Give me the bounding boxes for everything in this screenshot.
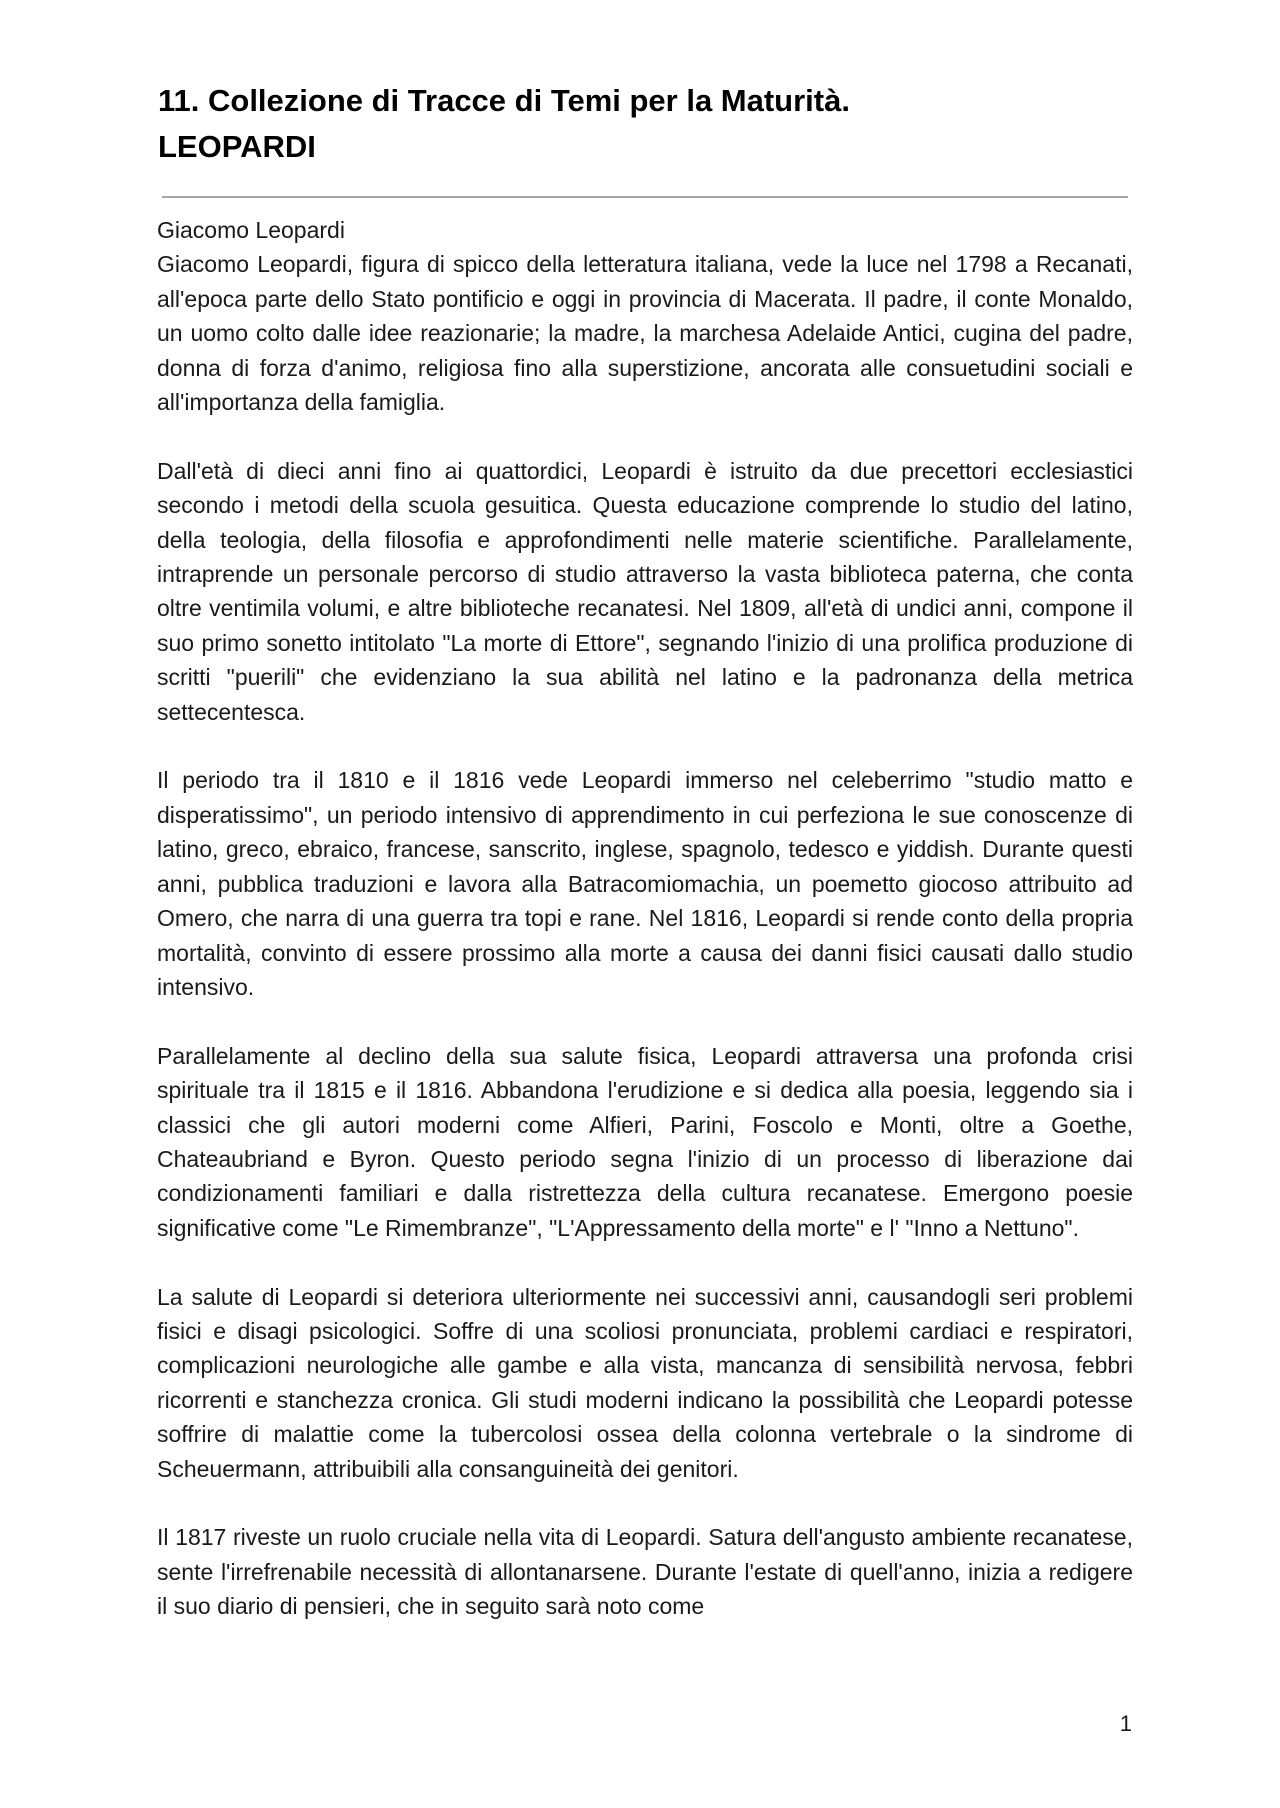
page-title [158,78,1138,170]
horizontal-divider [162,196,1128,198]
paragraph-3: Il periodo tra il 1810 e il 1816 vede Leopardi immerso nel celeberrimo "studio matto e disperatissimo", un periodo intensivo di apprendimento in cui perfeziona le sue conoscenze di latino, greco, ebraico, francese, sanscrito, inglese, spagnolo, tedesco e yiddish. Durante questi anni, pubblica traduzioni e lavora alla Batracomiomachia, un poemetto giocoso attribuito ad Omero, che narra di una guerra tra topi e rane. Nel 1816, Leopardi si rende conto della propria mortalità, convinto di essere prossimo alla morte a causa dei danni fisici causati dallo studio intensivo. [157,767,1133,1000]
document-body [157,213,1133,1624]
paragraph-4: Parallelamente al declino della sua salute fisica, Leopardi attraversa una profonda crisi spirituale tra il 1815 e il 1816. Abbandona l'erudizione e si dedica alla poesia, leggendo sia i classici che gli autori moderni come Alfieri, Parini, Foscolo e Monti, oltre a Goethe, Chateaubriand e Byron. Questo periodo segna l'inizio di un processo di liberazione dai condizionamenti familiari e dalla ristrettezza della cultura recanatese. Emergono poesie significative come "Le Rimembranze", "L'Appressamento della morte" e l' "Inno a Nettuno". [157,1042,1133,1241]
paragraph-1: Giacomo Leopardi, figura di spicco della letteratura italiana, vede la luce nel 1798 a Recanati, all'epoca parte dello Stato pontificio e oggi in provincia di Macerata. Il padre, il conte Monaldo, un uomo colto dalle idee reazionarie; la madre, la marchesa Adelaide Antici, cugina del padre, donna di forza d'animo, religiosa fino alla superstizione, ancorata alle consuetudini sociali e all'importanza della famiglia. [157,251,1133,416]
section-heading: Giacomo Leopardi [157,217,345,243]
title-line-2: LEOPARDI [158,129,316,164]
page-number: 1 [1119,1711,1132,1736]
paragraph-5: La salute di Leopardi si deteriora ulteriormente nei successivi anni, causandogli seri problemi fisici e disagi psicologici. Soffre di una scoliosi pronunciata, problemi cardiaci e respiratori, complicazioni neurologiche alle gambe e alla vista, mancanza di sensibilità nervosa, febbri ricorrenti e stanchezza cronica. Gli studi moderni indicano la possibilità che Leopardi potesse soffrire di malattie come la tubercolosi ossea della colonna vertebrale o la sindrome di Scheuermann, attribuibili alla consanguineità dei genitori. [157,1283,1133,1482]
title-line-1: 11. Collezione di Tracce di Temi per la Maturità. [158,83,850,118]
paragraph-2: Dall'età di dieci anni fino ai quattordici, Leopardi è istruito da due precettori ecclesiastici secondo i metodi della scuola gesuitica. Questa educazione comprende lo studio del latino, della teologia, della filosofia e approfondimenti nelle materie scientifiche. Parallelamente, intraprende un personale percorso di studio attraverso la vasta biblioteca paterna, che conta oltre ventimila volumi, e altre biblioteche recanatesi. Nel 1809, all'età di undici anni, compone il suo primo sonetto intitolato "La morte di Ettore", segnando l'inizio di una prolifica produzione di scritti "puerili" che evidenziano la sua abilità nel latino e la padronanza della metrica settecentesca. [157,457,1133,725]
paragraph-6: Il 1817 riveste un ruolo cruciale nella vita di Leopardi. Satura dell'angusto ambiente recanatese, sente l'irrefrenabile necessità di allontanarsene. Durante l'estate di quell'anno, inizia a redigere il suo diario di pensieri, che in seguito sarà noto come [157,1524,1133,1620]
